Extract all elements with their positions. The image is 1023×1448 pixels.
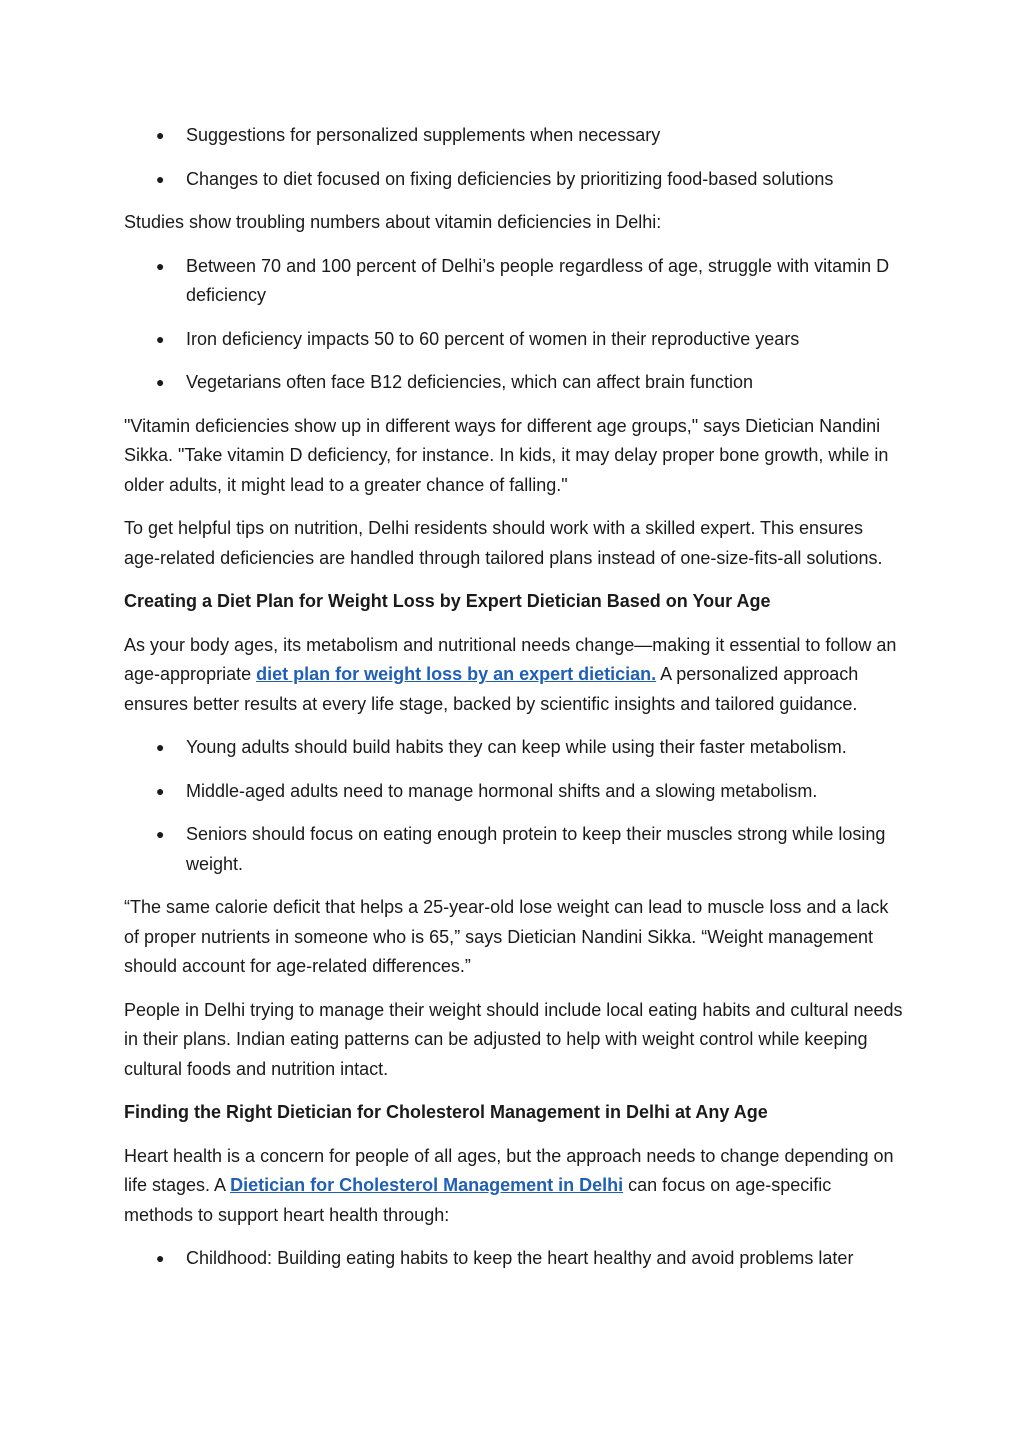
bullet-icon: ● xyxy=(156,127,165,143)
deficiency-statistics-list xyxy=(124,252,904,398)
expert-tips-paragraph: To get helpful tips on nutrition, Delhi residents should work with a skilled expert. This ensures age-related deficiencies are handled through tailored plans instead of one-size-fits-all solutions. xyxy=(124,518,883,568)
bullet-icon: ● xyxy=(156,1250,165,1266)
bullet-icon: ● xyxy=(156,826,165,842)
list-item: ● Iron deficiency impacts 50 to 60 percent of women in their reproductive years xyxy=(124,325,904,355)
local-habits-paragraph: People in Delhi trying to manage their weight should include local eating habits and cultural needs in their plans. Indian eating patterns can be adjusted to help with weight control while keeping cultural foods and nutrition intact. xyxy=(124,999,903,1079)
cholesterol-dietician-link[interactable]: Dietician for Cholesterol Management in Delhi xyxy=(230,1175,624,1195)
supplement-suggestions-list xyxy=(124,121,904,194)
list-item: ● Between 70 and 100 percent of Delhi’s people regardless of age, struggle with vitamin D deficiency xyxy=(124,252,904,311)
calorie-deficit-quote-paragraph: “The same calorie deficit that helps a 25-year-old lose weight can lead to muscle loss and a lack of proper nutrients in someone who is 65,” says Dietician Nandini Sikka. “Weight management should account for age-related differences.” xyxy=(124,897,889,976)
list-item: ● Middle-aged adults need to manage hormonal shifts and a slowing metabolism. xyxy=(124,777,904,807)
heart-health-methods-list xyxy=(124,1244,904,1274)
list-item: ● Seniors should focus on eating enough protein to keep their muscles strong while losing weight. xyxy=(124,820,904,879)
heart-health-paragraph: Heart health is a concern for people of all ages, but the approach needs to change depending on life stages. A Dietician for Cholesterol Management in Delhi can focus on age-specific methods to support heart health through: xyxy=(124,1145,894,1225)
list-item: ● Suggestions for personalized supplements when necessary xyxy=(124,121,904,151)
list-item: ● Young adults should build habits they can keep while using their faster metabolism. xyxy=(124,733,904,763)
list-item: ● Changes to diet focused on fixing deficiencies by prioritizing food-based solutions xyxy=(124,165,904,195)
diet-plan-link[interactable]: diet plan for weight loss by an expert dietician. xyxy=(256,664,657,684)
bullet-icon: ● xyxy=(156,374,165,390)
list-item: ● Childhood: Building eating habits to keep the heart healthy and avoid problems later xyxy=(124,1244,904,1274)
list-item: ● Vegetarians often face B12 deficiencies, which can affect brain function xyxy=(124,368,904,398)
bullet-icon: ● xyxy=(156,782,165,799)
bullet-icon: ● xyxy=(156,170,165,187)
weight-loss-intro-paragraph: As your body ages, its metabolism and nutritional needs change—making it essential to follow an age-appropriate diet plan for weight loss by an expert dietician. A personalized approach ensures better results at every life stage, backed by scientific insights and tailored guidance. xyxy=(124,634,897,714)
bullet-icon: ● xyxy=(156,330,165,347)
age-group-advice-list xyxy=(124,733,904,879)
document-page xyxy=(124,121,904,1288)
dietician-quote-paragraph: "Vitamin deficiencies show up in different ways for different age groups," says Dietician Nandini Sikka. "Take vitamin D deficiency, for instance. In kids, it may delay proper bone growth, while in older adults, it might lead to a greater chance of falling." xyxy=(124,415,889,495)
studies-intro-paragraph: Studies show troubling numbers about vitamin deficiencies in Delhi: xyxy=(124,212,662,232)
weight-loss-section-heading: Creating a Diet Plan for Weight Loss by Expert Dietician Based on Your Age xyxy=(124,591,771,611)
cholesterol-section-heading: Finding the Right Dietician for Cholesterol Management in Delhi at Any Age xyxy=(124,1102,768,1122)
bullet-icon: ● xyxy=(156,257,165,274)
bullet-icon: ● xyxy=(156,739,165,755)
